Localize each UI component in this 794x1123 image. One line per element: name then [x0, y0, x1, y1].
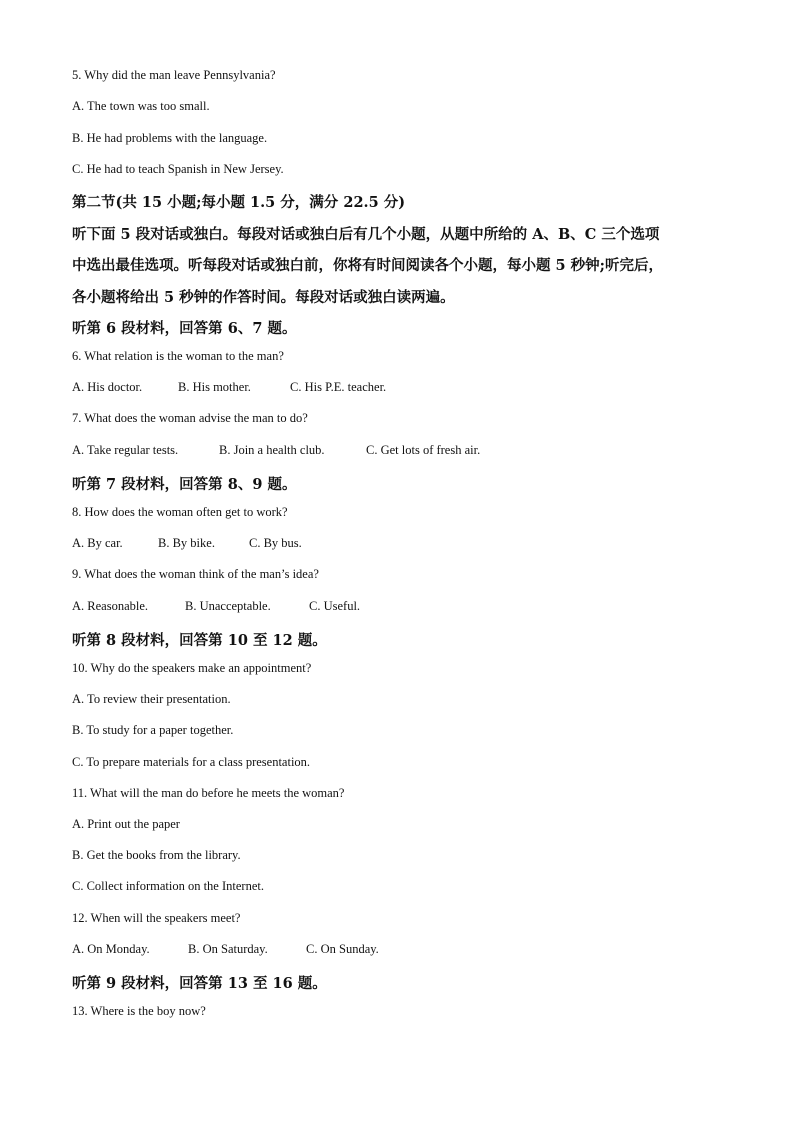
material-6-heading: 听第 6 段材料，回答第 6、7 题。: [72, 320, 297, 337]
question-5-option-b: B. He had problems with the language.: [72, 131, 268, 145]
question-6-options: [72, 380, 386, 395]
question-10-stem: 10. Why do the speakers make an appointment?: [72, 661, 312, 675]
question-8-option-c: C. By bus.: [249, 536, 302, 550]
section-instructions-line-2: 中选出最佳选项。听每段对话或独白前，你将有时间阅读各个小题，每小题 5 秒钟;听完后，: [72, 257, 664, 274]
question-9-option-a: A. Reasonable.: [72, 599, 149, 613]
question-8-option-a: A. By car.: [72, 536, 123, 550]
question-7-stem: 7. What does the woman advise the man to do?: [72, 411, 308, 425]
section-title: 第二节(共 15 小题;每小题 1.5 分，满分 22.5 分): [72, 194, 406, 211]
question-10-option-c: C. To prepare materials for a class presentation.: [72, 755, 311, 769]
material-8-heading: 听第 8 段材料，回答第 10 至 12 题。: [72, 632, 327, 649]
question-12-stem: 12. When will the speakers meet?: [72, 911, 241, 925]
question-9-stem: 9. What does the woman think of the man’s idea?: [72, 567, 319, 581]
question-7-option-b: B. Join a health club.: [219, 443, 325, 457]
question-10-option-a: A. To review their presentation.: [72, 692, 231, 706]
question-5-option-c: C. He had to teach Spanish in New Jersey.: [72, 162, 284, 176]
question-13-stem: 13. Where is the boy now?: [72, 1004, 206, 1018]
question-9-option-c: C. Useful.: [309, 599, 361, 613]
question-11-option-c: C. Collect information on the Internet.: [72, 879, 264, 893]
question-10-option-b: B. To study for a paper together.: [72, 723, 234, 737]
question-8-option-b: B. By bike.: [158, 536, 215, 550]
question-6-option-a: A. His doctor.: [72, 380, 143, 394]
question-7-option-a: A. Take regular tests.: [72, 443, 179, 457]
section-instructions-line-3: 各小题将给出 5 秒钟的作答时间。每段对话或独白读两遍。: [72, 289, 455, 306]
section-instructions-line-1: 听下面 5 段对话或独白。每段对话或独白后有几个小题，从题中所给的 A、B、C 三个选项: [72, 226, 660, 243]
question-5-option-a: A. The town was too small.: [72, 99, 210, 113]
question-6-option-c: C. His P.E. teacher.: [290, 380, 387, 394]
question-11-option-b: B. Get the books from the library.: [72, 848, 241, 862]
question-8-stem: 8. How does the woman often get to work?: [72, 505, 288, 519]
question-7-options: [72, 443, 480, 458]
question-7-option-c: C. Get lots of fresh air.: [366, 443, 481, 457]
material-9-heading: 听第 9 段材料，回答第 13 至 16 题。: [72, 975, 327, 992]
question-12-option-c: C. On Sunday.: [306, 942, 379, 956]
question-6-stem: 6. What relation is the woman to the man?: [72, 349, 284, 363]
question-11-option-a: A. Print out the paper: [72, 817, 180, 831]
question-5-stem: 5. Why did the man leave Pennsylvania?: [72, 68, 276, 82]
question-11-stem: 11. What will the man do before he meets the woman?: [72, 786, 345, 800]
material-7-heading: 听第 7 段材料，回答第 8、9 题。: [72, 476, 297, 493]
question-12-options: [72, 942, 379, 957]
question-9-option-b: B. Unacceptable.: [185, 599, 271, 613]
question-9-options: [72, 599, 360, 614]
question-12-option-b: B. On Saturday.: [188, 942, 268, 956]
question-8-options: [72, 536, 302, 551]
question-6-option-b: B. His mother.: [178, 380, 251, 394]
question-12-option-a: A. On Monday.: [72, 942, 150, 956]
